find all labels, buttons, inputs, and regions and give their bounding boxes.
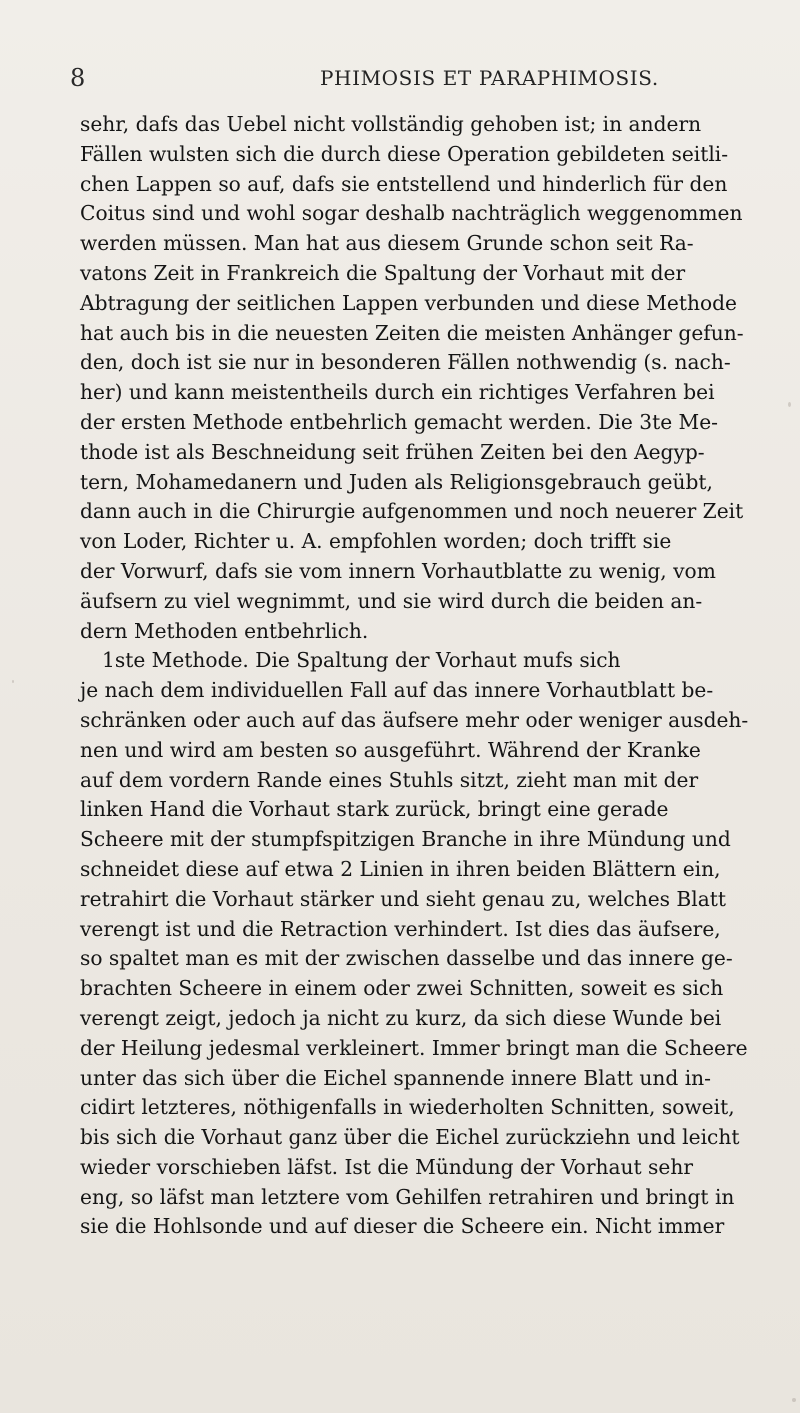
paragraph-start-line: 1ste Methode. Die Spaltung der Vorhaut mufs sich xyxy=(102,648,621,673)
text-line: auf dem vordern Rande eines Stuhls sitzt, zieht man mit der xyxy=(80,767,699,792)
paper-speck xyxy=(12,680,14,683)
text-line: hat auch bis in die neuesten Zeiten die meisten Anhänger gefun- xyxy=(80,320,744,345)
text-line: eng, so läfst man letztere vom Gehilfen retrahiren und bringt in xyxy=(80,1184,735,1209)
text-line: je nach dem individuellen Fall auf das innere Vorhautblatt be- xyxy=(80,678,714,703)
text-line: der Vorwurf, dafs sie vom innern Vorhautblatte zu wenig, vom xyxy=(80,558,716,583)
text-line: sie die Hohlsonde und auf dieser die Scheere ein. Nicht immer xyxy=(80,1214,725,1239)
text-line: chen Lappen so auf, dafs sie entstellend und hinderlich für den xyxy=(80,171,728,196)
text-line: der Heilung jedesmal verkleinert. Immer bringt man die Scheere xyxy=(80,1035,748,1060)
page-number: 8 xyxy=(70,64,86,92)
text-line: verengt zeigt, jedoch ja nicht zu kurz, da sich diese Wunde bei xyxy=(80,1005,722,1030)
text-line: sehr, dafs das Uebel nicht vollständig gehoben ist; in andern xyxy=(80,112,702,136)
text-line: nen und wird am besten so ausgeführt. Während der Kranke xyxy=(80,737,701,762)
text-line: her) und kann meistentheils durch ein richtiges Verfahren bei xyxy=(80,380,715,405)
text-line: von Loder, Richter u. A. empfohlen worden; doch trifft sie xyxy=(80,529,672,554)
text-line: äufsern zu viel wegnimmt, und sie wird durch die beiden an- xyxy=(80,588,703,613)
text-line: vatons Zeit in Frankreich die Spaltung der Vorhaut mit der xyxy=(80,260,686,285)
text-line: thode ist als Beschneidung seit frühen Zeiten bei den Aegyp- xyxy=(80,439,705,464)
text-line: der ersten Methode entbehrlich gemacht werden. Die 3te Me- xyxy=(80,409,718,434)
text-line: cidirt letzteres, nöthigenfalls in wiederholten Schnitten, soweit, xyxy=(80,1095,735,1120)
text-line: werden müssen. Man hat aus diesem Grunde schon seit Ra- xyxy=(80,231,694,256)
running-head xyxy=(70,64,752,92)
text-line: Coitus sind und wohl sogar deshalb nachträglich weggenommen xyxy=(80,201,743,226)
text-line: wieder vorschieben läfst. Ist die Mündung der Vorhaut sehr xyxy=(80,1154,693,1179)
text-line: Fällen wulsten sich die durch diese Operation gebildeten seitli- xyxy=(80,141,729,166)
text-line: den, doch ist sie nur in besonderen Fällen nothwendig (s. nach- xyxy=(80,350,731,375)
text-line: unter das sich über die Eichel spannende innere Blatt und in- xyxy=(80,1065,711,1090)
text-line: retrahirt die Vorhaut stärker und sieht genau zu, welches Blatt xyxy=(80,886,726,911)
running-title: PHIMOSIS ET PARAPHIMOSIS. xyxy=(320,66,659,90)
text-line: brachten Scheere in einem oder zwei Schnitten, soweit es sich xyxy=(80,976,724,1001)
body-text xyxy=(80,110,750,1242)
text-line: dann auch in die Chirurgie aufgenommen und noch neuerer Zeit xyxy=(80,499,744,524)
text-line: tern, Mohamedanern und Juden als Religionsgebrauch geübt, xyxy=(80,469,713,494)
text-line: dern Methoden entbehrlich. xyxy=(80,618,369,643)
text-line: bis sich die Vorhaut ganz über die Eichel zurückziehn und leicht xyxy=(80,1125,740,1150)
text-line: so spaltet man es mit der zwischen dasselbe und das innere ge- xyxy=(80,946,733,971)
text-line: Abtragung der seitlichen Lappen verbunden und diese Methode xyxy=(80,290,737,315)
text-line: schneidet diese auf etwa 2 Linien in ihren beiden Blättern ein, xyxy=(80,856,721,881)
text-line: schränken oder auch auf das äufsere mehr oder weniger ausdeh- xyxy=(80,707,749,732)
paper-speck xyxy=(788,402,791,407)
text-line: linken Hand die Vorhaut stark zurück, bringt eine gerade xyxy=(80,797,669,822)
text-line: verengt ist und die Retraction verhindert. Ist dies das äufsere, xyxy=(80,916,721,941)
paper-speck xyxy=(792,1398,796,1402)
text-line: Scheere mit der stumpfspitzigen Branche in ihre Mündung und xyxy=(80,827,731,852)
